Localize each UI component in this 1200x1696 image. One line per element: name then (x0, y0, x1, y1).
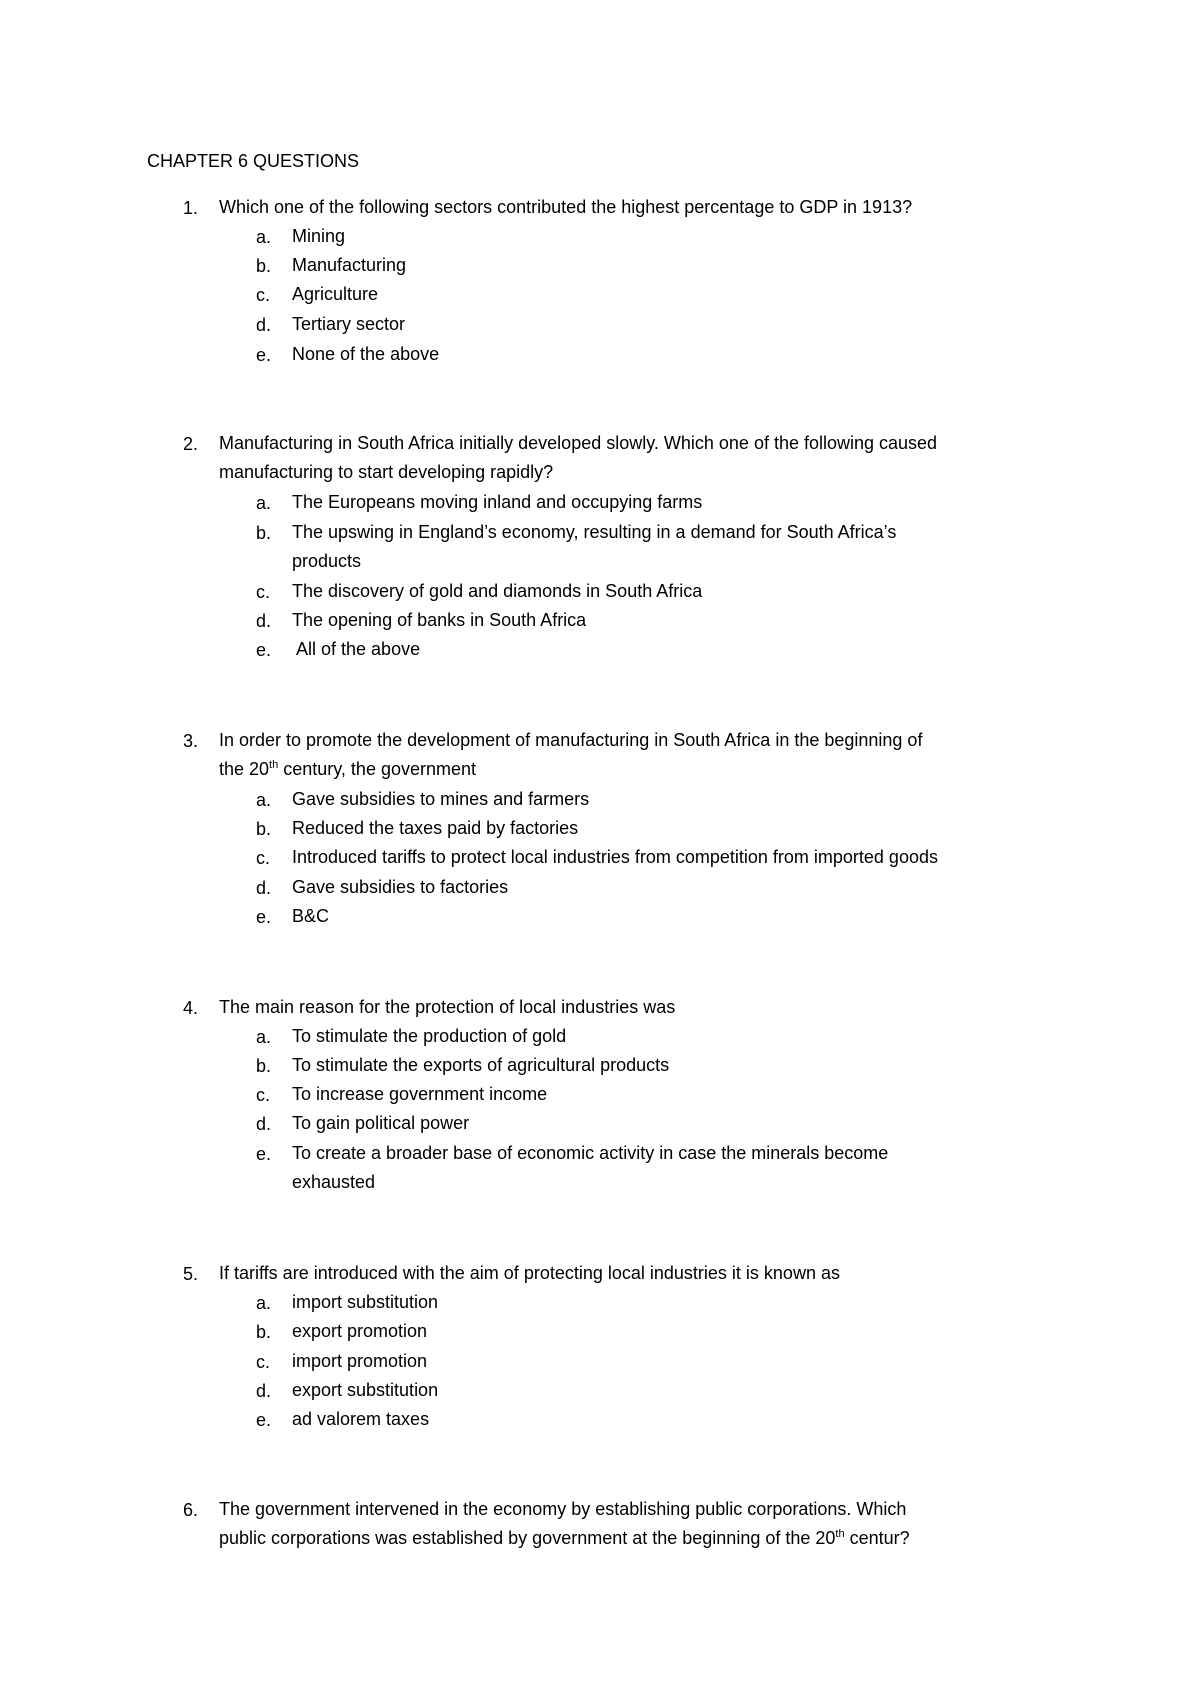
option-text (292, 902, 1072, 931)
option-text (292, 222, 1072, 251)
option-letter: b. (256, 1322, 272, 1342)
option-text (292, 1051, 1072, 1080)
option-letter: a. (256, 1027, 272, 1047)
option-letter: c. (256, 1352, 271, 1372)
option-letter: c. (256, 848, 271, 868)
option-line: export promotion (292, 1321, 428, 1341)
question-line: The government intervened in the economy by establishing public corporations. Which (219, 1499, 907, 1519)
option-text (292, 1317, 1072, 1346)
option-line: To gain political power (292, 1113, 470, 1133)
option-text (292, 1376, 1072, 1405)
option-letter: d. (256, 878, 272, 898)
option-line: Reduced the taxes paid by factories (292, 818, 579, 838)
question-line (219, 755, 1079, 784)
option-letter: b. (256, 256, 272, 276)
option-text (292, 606, 1072, 635)
option-text (292, 251, 1072, 280)
option-letter: c. (256, 285, 271, 305)
option-line: Mining (292, 226, 346, 246)
option-line: To stimulate the production of gold (292, 1026, 567, 1046)
option-letter: d. (256, 315, 272, 335)
option-line: Introduced tariffs to protect local industries from competition from imported goods (292, 847, 938, 867)
option-line: Agriculture (292, 284, 379, 304)
option-text (292, 1288, 1072, 1317)
option-line: ad valorem taxes (292, 1409, 430, 1429)
option-line: export substitution (292, 1380, 439, 1400)
option-letter: e. (256, 1144, 272, 1164)
option-line: The Europeans moving inland and occupying farms (292, 492, 703, 512)
option-line: Gave subsidies to mines and farmers (292, 789, 590, 809)
option-line: The opening of banks in South Africa (292, 610, 587, 630)
question-number: 1. (183, 198, 199, 218)
question-text (219, 993, 1079, 1022)
option-letter: a. (256, 493, 272, 513)
option-line: To create a broader base of economic activity in case the minerals become (292, 1143, 889, 1163)
question-number: 4. (183, 998, 199, 1018)
option-letter: e. (256, 640, 272, 660)
page-title: CHAPTER 6 QUESTIONS (147, 151, 360, 171)
option-letter: b. (256, 1056, 272, 1076)
option-letter: b. (256, 819, 272, 839)
option-line: exhausted (292, 1172, 376, 1192)
option-line: B&C (292, 906, 330, 926)
option-line: To increase government income (292, 1084, 548, 1104)
option-text (292, 310, 1072, 339)
option-text (292, 785, 1072, 814)
option-text (292, 577, 1072, 606)
question-text (219, 193, 1079, 222)
option-text (292, 635, 1072, 664)
question-line: In order to promote the development of manufacturing in South Africa in the beginning of (219, 730, 923, 750)
option-letter: d. (256, 1114, 272, 1134)
option-text (292, 843, 1072, 872)
question-line: manufacturing to start developing rapidly? (219, 462, 554, 482)
option-line: import promotion (292, 1351, 428, 1371)
option-line: The discovery of gold and diamonds in South Africa (292, 581, 703, 601)
option-letter: d. (256, 1381, 272, 1401)
question-number: 5. (183, 1264, 199, 1284)
option-letter: e. (256, 1410, 272, 1430)
question-text (219, 1259, 1079, 1288)
question-line-part: public corporations was established by government at the beginning of the 20 (219, 1528, 836, 1548)
option-text (292, 1405, 1072, 1434)
option-text (292, 280, 1072, 309)
option-letter: c. (256, 582, 271, 602)
option-text (292, 518, 1072, 576)
superscript: th (835, 1528, 845, 1540)
question-number: 6. (183, 1500, 199, 1520)
option-text (292, 1022, 1072, 1051)
question-line-part: century, the government (278, 759, 477, 779)
question-line-part: centur? (844, 1528, 910, 1548)
option-text (292, 1109, 1072, 1138)
question-line: Which one of the following sectors contributed the highest percentage to GDP in 1913? (219, 197, 913, 217)
question-text (219, 1495, 1079, 1553)
option-line: The upswing in England’s economy, resulting in a demand for South Africa’s (292, 522, 897, 542)
option-text (292, 488, 1072, 517)
option-line: Tertiary sector (292, 314, 406, 334)
question-number: 3. (183, 731, 199, 751)
option-line: Manufacturing (292, 255, 407, 275)
question-line: The main reason for the protection of local industries was (219, 997, 676, 1017)
option-line: Gave subsidies to factories (292, 877, 509, 897)
option-letter: a. (256, 1293, 272, 1313)
option-letter: d. (256, 611, 272, 631)
option-letter: a. (256, 790, 272, 810)
question-text (219, 429, 1079, 487)
option-line: To stimulate the exports of agricultural products (292, 1055, 670, 1075)
question-number: 2. (183, 434, 199, 454)
option-letter: e. (256, 345, 272, 365)
option-text (292, 1080, 1072, 1109)
question-line: If tariffs are introduced with the aim of protecting local industries it is known as (219, 1263, 840, 1283)
question-line-part: the 20 (219, 759, 270, 779)
option-text (292, 814, 1072, 843)
option-line: import substitution (292, 1292, 439, 1312)
option-letter: c. (256, 1085, 271, 1105)
option-letter: b. (256, 523, 272, 543)
option-line: products (292, 551, 362, 571)
option-text (292, 873, 1072, 902)
option-letter: a. (256, 227, 272, 247)
question-line (219, 1524, 1079, 1553)
option-letter: e. (256, 907, 272, 927)
question-text (219, 726, 1079, 784)
option-text (292, 340, 1072, 369)
question-line: Manufacturing in South Africa initially developed slowly. Which one of the following caused (219, 433, 938, 453)
option-line: All of the above (292, 639, 421, 659)
option-text (292, 1347, 1072, 1376)
superscript: th (269, 759, 279, 771)
option-text (292, 1139, 1072, 1197)
option-line: None of the above (292, 344, 440, 364)
